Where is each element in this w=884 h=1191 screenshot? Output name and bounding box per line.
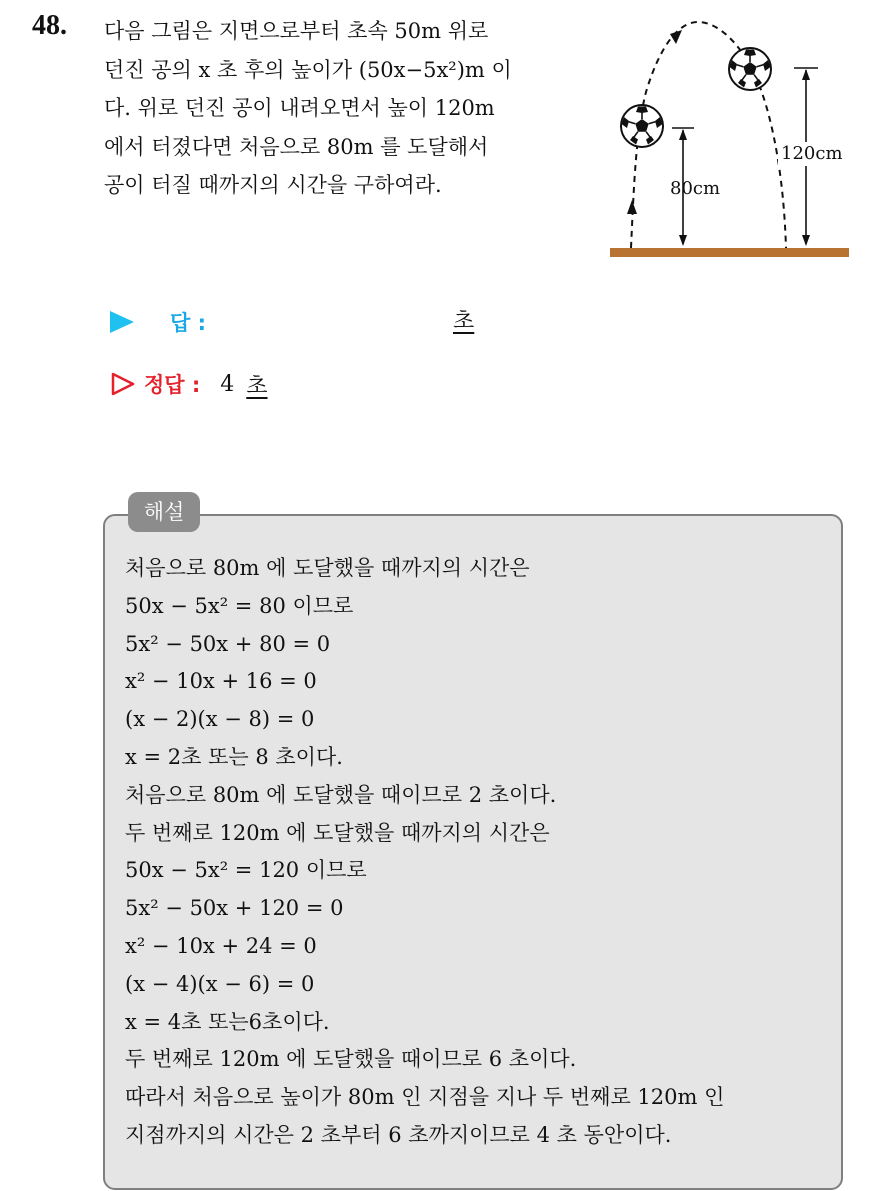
solution-line: 따라서 처음으로 높이가 80m 인 지점을 지나 두 번째로 120m 인	[125, 1085, 725, 1110]
solution-text	[125, 550, 835, 1155]
solution-tag: 해설	[128, 492, 200, 532]
solution-line: x² − 10x + 24 = 0	[125, 933, 317, 958]
solution-line: 5x² − 50x + 80 = 0	[125, 631, 331, 656]
soccer-ball-icon	[729, 48, 771, 90]
answer-unit: 초	[453, 309, 475, 334]
arrow-icon	[627, 200, 637, 214]
solution-line: 50x − 5x² = 120 이므로	[125, 858, 367, 883]
correct-answer-value: 4	[220, 371, 235, 397]
soccer-ball-icon	[621, 105, 663, 147]
solution-line: x = 4초 또는6초이다.	[125, 1009, 330, 1034]
question-line: 공이 터질 때까지의 시간을 구하여라.	[104, 173, 442, 197]
solution-line: 두 번째로 120m 에 도달했을 때까지의 시간은	[125, 820, 550, 845]
question-line: 다. 위로 던진 공이 내려오면서 높이 120m	[104, 96, 495, 120]
solution-line: x = 2초 또는 8 초이다.	[125, 744, 343, 769]
question-line: 던진 공의 x 초 후의 높이가 (50x−5x²)m 이	[104, 57, 512, 82]
answer-label: 답 :	[170, 311, 206, 335]
play-marker-icon	[110, 311, 134, 333]
solution-line: 두 번째로 120m 에 도달했을 때이므로 6 초이다.	[125, 1047, 577, 1072]
question-number: 48.	[32, 10, 67, 41]
question-line: 다음 그림은 지면으로부터 초속 50m 위로	[104, 19, 489, 43]
solution-line: 5x² − 50x + 120 = 0	[125, 896, 344, 921]
correct-answer-unit: 초	[246, 373, 268, 399]
correct-answer-row	[110, 364, 268, 404]
solution-line: 지점까지의 시간은 2 초부터 6 초까지이므로 4 초 동안이다.	[125, 1122, 672, 1147]
question-line: 에서 터졌다면 처음으로 80m 를 도달해서	[104, 134, 489, 159]
question-text	[104, 12, 594, 205]
ball-trajectory-figure	[606, 12, 851, 262]
outline-triangle-icon	[110, 371, 136, 397]
answer-row	[110, 302, 206, 342]
solution-line: (x − 2)(x − 8) = 0	[125, 707, 315, 732]
ground-bar	[610, 248, 849, 257]
solution-line: (x − 4)(x − 6) = 0	[125, 971, 315, 996]
solution-line: x² − 10x + 16 = 0	[125, 669, 317, 694]
arrow-icon	[670, 30, 682, 44]
correct-answer-label: 정답 :	[144, 373, 201, 397]
solution-line: 처음으로 80m 에 도달했을 때까지의 시간은	[125, 556, 530, 580]
label-80cm: 80cm	[670, 178, 721, 199]
solution-line: 50x − 5x² = 80 이므로	[125, 593, 354, 618]
solution-line: 처음으로 80m 에 도달했을 때이므로 2 초이다.	[125, 782, 557, 807]
label-120cm: 120cm	[781, 143, 843, 164]
